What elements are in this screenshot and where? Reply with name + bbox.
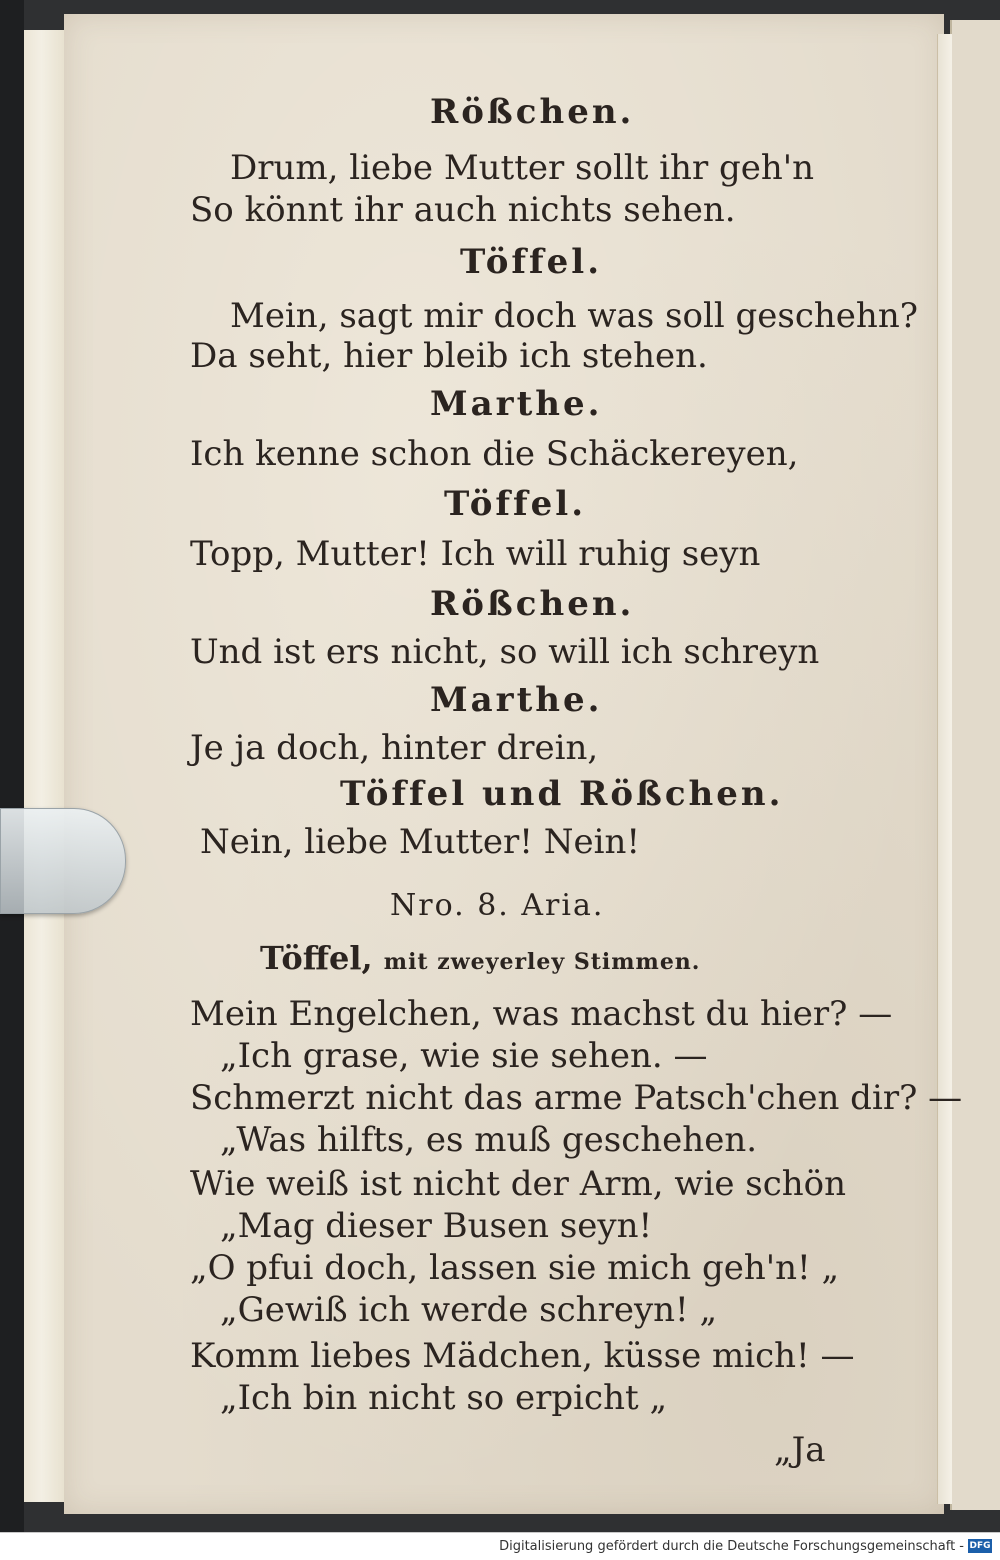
aria-line-6: „Mag dieser Busen seyn! (220, 1206, 653, 1246)
aria-line-9: Komm liebes Mädchen, küsse mich! — (190, 1336, 855, 1376)
aria-line-8: „Gewiß ich werde schreyn! „ (220, 1290, 718, 1330)
aria-subheading (260, 938, 700, 982)
verse-line-1: Drum, liebe Mutter sollt ihr geh'n (230, 148, 815, 188)
verse-line-6: Topp, Mutter! Ich will ruhig seyn (190, 534, 761, 574)
speaker-toeffel-2: Töffel. (444, 484, 587, 524)
verse-line-2: So könnt ihr auch nichts sehen. (190, 190, 736, 230)
verse-line-8: Je ja doch, hinter drein, (190, 728, 599, 768)
aria-line-2: „Ich grase, wie sie sehen. — (220, 1036, 708, 1076)
verse-line-9: Nein, liebe Mutter! Nein! (200, 822, 641, 862)
page-edge-left (24, 30, 69, 1502)
speaker-roeschen-1: Rößchen. (430, 92, 635, 132)
verse-line-7: Und ist ers nicht, so will ich schreyn (190, 632, 820, 672)
aria-line-10: „Ich bin nicht so erpicht „ (220, 1378, 668, 1418)
catchword: „Ja (774, 1430, 826, 1470)
verse-line-5: Ich kenne schon die Schäckereyen, (190, 434, 799, 474)
facing-page-edge (950, 20, 1000, 1510)
speaker-marthe-1: Marthe. (430, 384, 603, 424)
page-gutter (937, 34, 952, 1504)
book-page (64, 14, 963, 1514)
speaker-toeffel-1: Töffel. (460, 242, 603, 282)
speaker-marthe-2: Marthe. (430, 680, 603, 720)
verse-line-3: Mein, sagt mir doch was soll geschehn? (230, 296, 918, 336)
aria-speaker: Töffel, (260, 939, 384, 977)
aria-line-1: Mein Engelchen, was machst du hier? — (190, 994, 893, 1034)
verse-line-4: Da seht, hier bleib ich stehen. (190, 336, 708, 376)
aria-heading: Nro. 8. Aria. (390, 888, 605, 923)
aria-line-7: „O pfui doch, lassen sie mich geh'n! „ (190, 1248, 840, 1288)
aria-line-5: Wie weiß ist nicht der Arm, wie schön (190, 1164, 847, 1204)
footer-bar (0, 1532, 1000, 1560)
aria-line-3: Schmerzt nicht das arme Patsch'chen dir? — (190, 1078, 963, 1118)
book-spine (0, 0, 24, 1532)
funding-notice: Digitalisierung gefördert durch die Deutsche Forschungsgemeinschaft - (499, 1539, 964, 1554)
aria-line-4: „Was hilfts, es muß geschehen. (220, 1120, 758, 1160)
aria-direction: mit zweyerley Stimmen. (383, 949, 701, 975)
plastic-page-clip (0, 808, 126, 914)
speaker-roeschen-2: Rößchen. (430, 584, 635, 624)
speaker-toeffel-und-roeschen: Töffel und Rößchen. (340, 774, 784, 814)
dfg-logo-icon: DFG (969, 1541, 991, 1551)
